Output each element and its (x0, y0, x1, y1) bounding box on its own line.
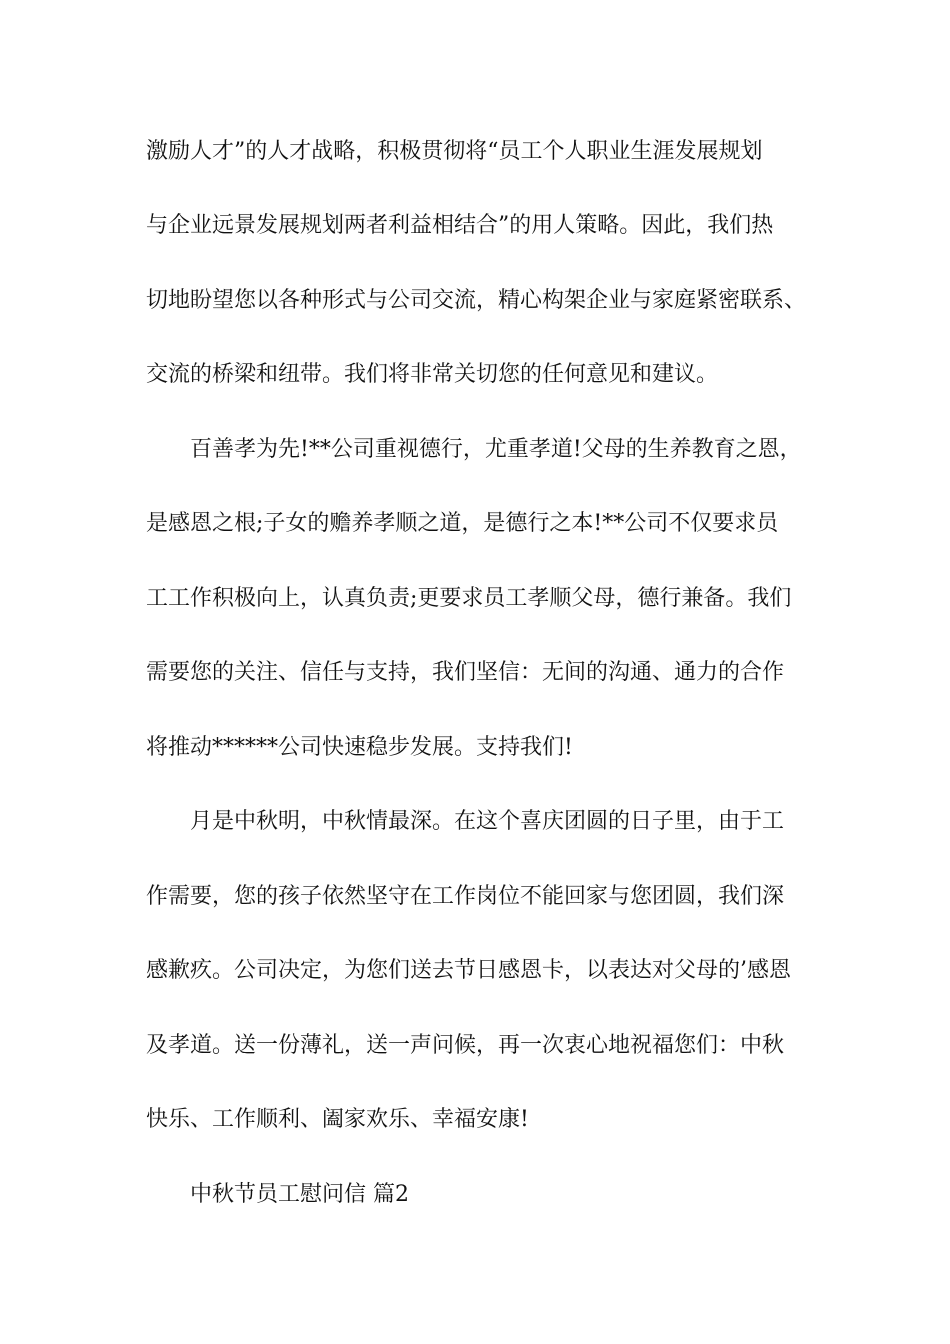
section-heading: 中秋节员工慰问信 篇2 (190, 1182, 409, 1207)
text-line-3: 切地盼望您以各种形式与公司交流，精心构架企业与家庭紧密联系、 (146, 288, 807, 313)
text-line-10: 月是中秋明，中秋情最深。在这个喜庆团圆的日子里，由于工 (190, 809, 785, 834)
text-line-2: 与企业远景发展规划两者利益相结合”的用人策略。因此，我们热 (146, 213, 774, 238)
text-line-14: 快乐、工作顺利、阖家欢乐、幸福安康! (146, 1107, 529, 1132)
text-line-13: 及孝道。送一份薄礼，送一声问候，再一次衷心地祝福您们：中秋 (146, 1033, 785, 1058)
text-line-5: 百善孝为先!**公司重视德行，尤重孝道!父母的生养教育之恩， (190, 437, 802, 462)
text-line-12: 感歉疚。公司决定，为您们送去节日感恩卡，以表达对父母的’感恩 (146, 958, 791, 983)
text-line-4: 交流的桥梁和纽带。我们将非常关切您的任何意见和建议。 (146, 362, 719, 387)
text-line-11: 作需要，您的孩子依然坚守在工作岗位不能回家与您团圆，我们深 (146, 884, 785, 909)
text-line-8: 需要您的关注、信任与支持，我们坚信：无间的沟通、通力的合作 (146, 660, 785, 685)
text-line-7: 工工作积极向上，认真负责;更要求员工孝顺父母，德行兼备。我们 (146, 586, 792, 611)
text-line-1: 激励人才”的人才战略，积极贯彻将“员工个人职业生涯发展规划 (146, 139, 763, 164)
text-line-6: 是感恩之根;子女的赡养孝顺之道，是德行之本!**公司不仅要求员 (146, 511, 779, 536)
text-line-9: 将推动******公司快速稳步发展。支持我们! (146, 735, 573, 760)
